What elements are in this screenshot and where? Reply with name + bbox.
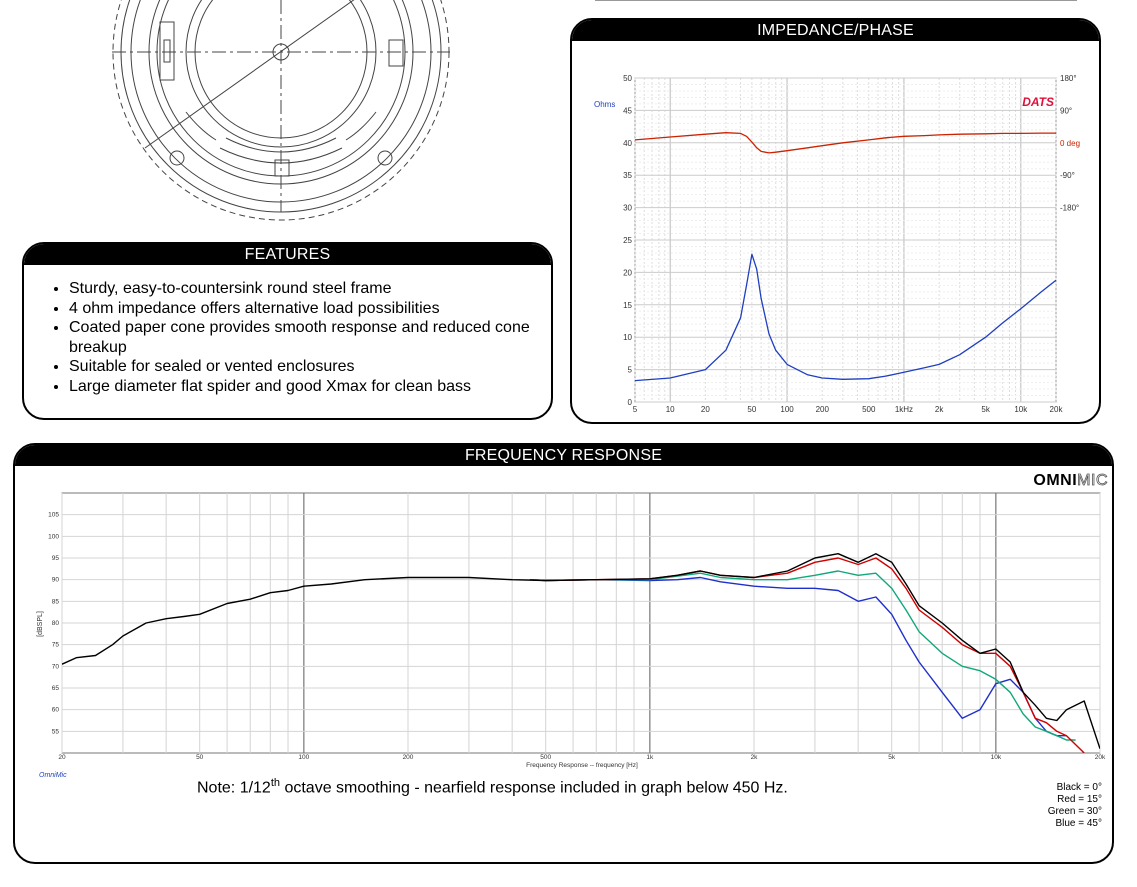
y-tick-label: 40	[623, 138, 632, 148]
x-tick-label: 1kHz	[894, 405, 914, 414]
y-axis-label: [dBSPL]	[37, 611, 44, 637]
x-tick-label: 10k	[1014, 405, 1028, 414]
x-tick-label: 20k	[1094, 754, 1106, 761]
impedance-chart	[572, 43, 1099, 423]
feature-item: • Sturdy, easy-to-countersink round steel frame	[69, 279, 551, 299]
y-tick-label: 10	[623, 333, 632, 343]
y-tick-label: 80	[51, 620, 59, 627]
impedance-panel	[570, 18, 1101, 424]
y-tick-label: 30	[623, 203, 632, 213]
note-text: Note: 1/12	[197, 779, 271, 797]
x-tick-label: 5	[632, 405, 638, 414]
y-tick-label: 20	[623, 268, 632, 278]
x-tick-label: 500	[862, 405, 876, 414]
y-tick-label: 0	[627, 398, 632, 407]
y-tick-label: 105	[48, 511, 59, 519]
feature-item: • 4 ohm impedance offers alternative load possibilities	[69, 299, 551, 319]
features-list	[24, 279, 551, 396]
y-tick-label: 85	[51, 598, 59, 606]
x-tick-label: 500	[540, 754, 552, 761]
legend-item: Green = 30°	[1047, 806, 1102, 817]
smoothing-note	[197, 777, 788, 797]
divider	[595, 0, 1077, 1]
speaker-drawing	[100, 0, 460, 225]
x-tick-label: 2k	[750, 754, 758, 761]
x-tick-label: 20	[58, 754, 66, 761]
legend-item: Blue = 45°	[1055, 818, 1102, 829]
phase-tick-label: 180°	[1060, 74, 1077, 83]
y-tick-label: 70	[51, 663, 59, 671]
x-tick-label: 100	[298, 754, 310, 761]
x-tick-label: 100	[780, 405, 794, 414]
x-tick-label: 1k	[646, 754, 654, 761]
y-tick-label: 15	[623, 300, 632, 310]
x-tick-label: 20k	[1049, 405, 1063, 414]
phase-tick-label: -180°	[1060, 203, 1080, 213]
y-tick-label: 65	[51, 685, 59, 692]
dats-logo: DATS	[1022, 95, 1054, 109]
y-tick-label: 5	[627, 365, 632, 375]
note-text-rest: octave smoothing - nearfield response included in graph below 450 Hz.	[280, 779, 788, 797]
phase-tick-label: 90°	[1060, 106, 1073, 116]
phase-tick-label: -90°	[1060, 171, 1075, 181]
x-tick-label: 20	[700, 405, 710, 414]
x-tick-label: 200	[815, 405, 829, 414]
x-tick-label: 5k	[981, 405, 990, 414]
legend-item: Red = 15°	[1057, 794, 1102, 805]
y-tick-label: 35	[623, 171, 632, 181]
x-tick-label: 10k	[990, 754, 1002, 761]
x-tick-label: 200	[402, 754, 414, 761]
y-tick-label: 90	[51, 576, 59, 584]
note-superscript: th	[270, 777, 281, 789]
y-tick-label: 75	[51, 641, 59, 649]
y-tick-label: 100	[48, 533, 59, 541]
feature-item: • Large diameter flat spider and good Xmax for clean bass	[69, 377, 551, 397]
x-tick-label: 50	[196, 754, 204, 761]
frequency-title: FREQUENCY RESPONSE	[15, 445, 1112, 466]
x-axis-label: Frequency Response -- frequency [Hz]	[526, 762, 638, 769]
impedance-title: IMPEDANCE/PHASE	[572, 20, 1099, 41]
y-tick-label: 55	[51, 728, 59, 736]
y-tick-label: 50	[623, 74, 632, 83]
y-tick-label: 45	[623, 106, 632, 116]
features-panel	[22, 242, 553, 420]
frequency-chart	[15, 466, 1112, 796]
x-tick-label: 5k	[888, 754, 896, 761]
source-label: OmniMic	[39, 772, 67, 779]
frequency-panel	[13, 443, 1114, 864]
x-tick-label: 50	[747, 405, 757, 414]
brand-bold: OMNI	[1033, 472, 1078, 489]
feature-item: • Suitable for sealed or vented enclosures	[69, 357, 551, 377]
y-tick-label: 95	[51, 555, 59, 562]
y-tick-label: 60	[51, 706, 59, 714]
brand-light: MIC	[1077, 472, 1108, 489]
x-tick-label: 10	[665, 405, 675, 414]
legend-item: Black = 0°	[1056, 782, 1102, 793]
features-title: FEATURES	[24, 244, 551, 265]
legend	[1048, 782, 1102, 830]
phase-tick-label: 0 deg	[1060, 138, 1081, 148]
y-tick-label: 25	[623, 236, 632, 245]
ohms-label: Ohms	[594, 100, 616, 109]
x-tick-label: 2k	[934, 405, 944, 414]
feature-item: • Coated paper cone provides smooth response and reduced cone breakup	[69, 318, 551, 357]
